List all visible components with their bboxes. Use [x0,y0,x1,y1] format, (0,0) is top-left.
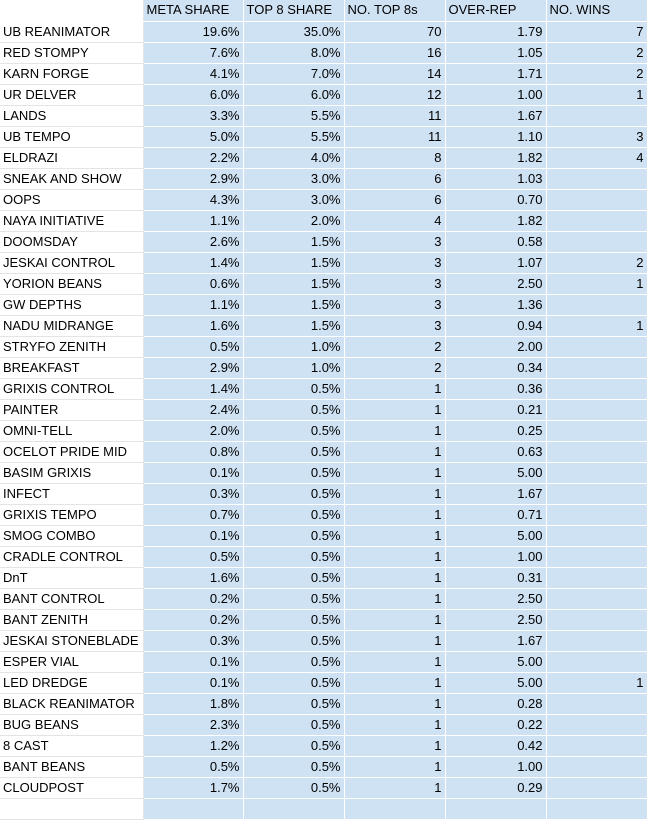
table-row [0,441,647,462]
no-top8s-cell[interactable]: 12 [344,84,445,105]
no-top8s-cell[interactable]: 3 [344,273,445,294]
no-wins-cell[interactable] [546,462,647,483]
meta-share-cell[interactable]: 6.0% [143,84,243,105]
no-wins-cell[interactable] [546,336,647,357]
table-row [0,651,647,672]
table-row [0,84,647,105]
no-top8s-cell[interactable]: 70 [344,21,445,42]
table-row [0,168,647,189]
over-rep-cell[interactable]: 0.94 [445,315,546,336]
no-wins-cell[interactable]: 2 [546,252,647,273]
no-wins-cell[interactable] [546,210,647,231]
no-top8s-cell[interactable]: 4 [344,210,445,231]
top8-share-cell[interactable]: 0.5% [243,672,344,693]
deck-name-cell[interactable]: SNEAK AND SHOW [0,168,143,189]
top8-share-cell[interactable]: 1.5% [243,273,344,294]
over-rep-cell[interactable]: 0.29 [445,777,546,798]
meta-share-cell[interactable]: 19.6% [143,21,243,42]
meta-share-cell[interactable]: 1.4% [143,252,243,273]
deck-name-cell[interactable]: BASIM GRIXIS [0,462,143,483]
meta-share-cell[interactable]: 1.1% [143,294,243,315]
no-wins-cell[interactable] [546,105,647,126]
meta-share-cell[interactable]: 2.2% [143,147,243,168]
meta-share-cell[interactable]: 4.1% [143,63,243,84]
deck-name-cell[interactable]: UB REANIMATOR [0,21,143,42]
top8-share-cell[interactable]: 0.5% [243,588,344,609]
table-row [0,147,647,168]
header-no-top8s[interactable]: NO. TOP 8s [344,0,445,21]
table-row [0,462,647,483]
no-top8s-cell[interactable]: 1 [344,399,445,420]
no-wins-cell[interactable]: 1 [546,315,647,336]
over-rep-cell[interactable]: 1.05 [445,42,546,63]
over-rep-cell[interactable]: 2.50 [445,588,546,609]
no-top8s-cell[interactable]: 1 [344,693,445,714]
meta-share-cell[interactable]: 3.3% [143,105,243,126]
top8-share-cell[interactable]: 3.0% [243,189,344,210]
deck-name-cell[interactable]: GRIXIS TEMPO [0,504,143,525]
meta-share-cell[interactable]: 0.1% [143,651,243,672]
table-row [0,63,647,84]
header-row [0,0,647,21]
table-row [0,273,647,294]
meta-share-cell[interactable]: 0.7% [143,504,243,525]
no-top8s-cell[interactable]: 1 [344,441,445,462]
meta-share-cell[interactable]: 0.3% [143,630,243,651]
no-wins-cell[interactable] [546,651,647,672]
meta-share-cell[interactable]: 0.2% [143,588,243,609]
deck-name-cell[interactable]: INFECT [0,483,143,504]
deck-name-cell[interactable]: CLOUDPOST [0,777,143,798]
deck-name-cell[interactable]: 8 CAST [0,735,143,756]
top8-share-cell[interactable]: 0.5% [243,525,344,546]
meta-share-cell[interactable]: 0.2% [143,609,243,630]
no-wins-cell[interactable]: 1 [546,84,647,105]
table-row [0,189,647,210]
top8-share-cell[interactable]: 0.5% [243,420,344,441]
no-top8s-cell[interactable]: 11 [344,126,445,147]
no-top8s-cell[interactable]: 1 [344,588,445,609]
over-rep-cell[interactable]: 1.36 [445,294,546,315]
no-top8s-cell[interactable]: 14 [344,63,445,84]
header-meta-share[interactable]: META SHARE [143,0,243,21]
no-top8s-cell[interactable]: 3 [344,315,445,336]
deck-name-cell[interactable] [0,798,143,819]
deck-name-cell[interactable]: KARN FORGE [0,63,143,84]
table-row [0,504,647,525]
header-over-rep[interactable]: OVER-REP [445,0,546,21]
no-wins-cell[interactable] [546,483,647,504]
no-top8s-cell[interactable]: 1 [344,630,445,651]
no-top8s-cell[interactable]: 1 [344,378,445,399]
over-rep-cell[interactable]: 1.00 [445,546,546,567]
table-row [0,798,647,819]
table-row [0,777,647,798]
no-wins-cell[interactable] [546,168,647,189]
table-row [0,567,647,588]
deck-name-cell[interactable]: OCELOT PRIDE MID [0,441,143,462]
over-rep-cell[interactable]: 0.71 [445,504,546,525]
no-top8s-cell[interactable]: 1 [344,714,445,735]
deck-name-cell[interactable]: OMNI-TELL [0,420,143,441]
no-top8s-cell[interactable]: 1 [344,735,445,756]
meta-share-cell[interactable]: 0.5% [143,756,243,777]
deck-name-cell[interactable]: LED DREDGE [0,672,143,693]
deck-name-cell[interactable]: STRYFO ZENITH [0,336,143,357]
over-rep-cell[interactable]: 0.36 [445,378,546,399]
no-top8s-cell[interactable]: 1 [344,525,445,546]
no-top8s-cell[interactable]: 1 [344,756,445,777]
top8-share-cell[interactable]: 0.5% [243,630,344,651]
meta-share-cell[interactable]: 2.9% [143,357,243,378]
no-top8s-cell[interactable]: 6 [344,168,445,189]
deck-name-cell[interactable]: BANT BEANS [0,756,143,777]
meta-share-cell[interactable]: 5.0% [143,126,243,147]
meta-share-cell[interactable]: 2.3% [143,714,243,735]
no-wins-cell[interactable] [546,378,647,399]
no-top8s-cell[interactable]: 3 [344,294,445,315]
over-rep-cell[interactable]: 1.03 [445,168,546,189]
table-row [0,420,647,441]
table-row [0,378,647,399]
no-top8s-cell[interactable]: 1 [344,546,445,567]
over-rep-cell[interactable]: 1.67 [445,483,546,504]
over-rep-cell[interactable]: 2.50 [445,609,546,630]
meta-share-cell[interactable]: 1.1% [143,210,243,231]
deck-name-cell[interactable]: BLACK REANIMATOR [0,693,143,714]
table-row [0,42,647,63]
meta-share-cell[interactable]: 0.5% [143,336,243,357]
top8-share-cell[interactable]: 1.5% [243,252,344,273]
meta-share-cell[interactable]: 0.1% [143,672,243,693]
table-row [0,336,647,357]
no-wins-cell[interactable] [546,441,647,462]
deck-name-cell[interactable]: BANT CONTROL [0,588,143,609]
no-wins-cell[interactable] [546,420,647,441]
table-row [0,588,647,609]
over-rep-cell[interactable]: 0.42 [445,735,546,756]
table-row [0,609,647,630]
meta-share-cell[interactable]: 0.1% [143,462,243,483]
top8-share-cell[interactable]: 0.5% [243,567,344,588]
no-top8s-cell[interactable]: 6 [344,189,445,210]
no-top8s-cell[interactable]: 1 [344,462,445,483]
over-rep-cell[interactable]: 5.00 [445,651,546,672]
meta-share-cell[interactable]: 0.8% [143,441,243,462]
header-deck[interactable] [0,0,143,21]
deck-name-cell[interactable]: BANT ZENITH [0,609,143,630]
no-top8s-cell[interactable]: 1 [344,504,445,525]
no-wins-cell[interactable] [546,756,647,777]
table-row [0,252,647,273]
meta-share-cell[interactable]: 1.2% [143,735,243,756]
no-top8s-cell[interactable]: 1 [344,567,445,588]
top8-share-cell[interactable]: 4.0% [243,147,344,168]
top8-share-cell[interactable]: 0.5% [243,609,344,630]
no-top8s-cell[interactable] [344,798,445,819]
top8-share-cell[interactable]: 6.0% [243,84,344,105]
meta-share-cell[interactable]: 1.6% [143,315,243,336]
over-rep-cell[interactable]: 2.50 [445,273,546,294]
table-row [0,315,647,336]
no-wins-cell[interactable] [546,189,647,210]
table-row [0,357,647,378]
over-rep-cell[interactable]: 0.34 [445,357,546,378]
over-rep-cell[interactable]: 0.28 [445,693,546,714]
top8-share-cell[interactable]: 1.5% [243,315,344,336]
top8-share-cell[interactable]: 1.5% [243,231,344,252]
top8-share-cell[interactable] [243,798,344,819]
no-top8s-cell[interactable]: 3 [344,252,445,273]
deck-name-cell[interactable]: UR DELVER [0,84,143,105]
no-top8s-cell[interactable]: 1 [344,609,445,630]
header-top8-share[interactable]: TOP 8 SHARE [243,0,344,21]
no-wins-cell[interactable] [546,504,647,525]
meta-share-cell[interactable]: 0.3% [143,483,243,504]
table-row [0,630,647,651]
over-rep-cell[interactable]: 1.82 [445,147,546,168]
over-rep-cell[interactable]: 1.67 [445,630,546,651]
no-wins-cell[interactable] [546,693,647,714]
no-wins-cell[interactable] [546,735,647,756]
table-row [0,21,647,42]
top8-share-cell[interactable]: 0.5% [243,777,344,798]
over-rep-cell[interactable]: 1.71 [445,63,546,84]
no-wins-cell[interactable] [546,714,647,735]
over-rep-cell[interactable]: 0.58 [445,231,546,252]
no-wins-cell[interactable] [546,798,647,819]
top8-share-cell[interactable]: 0.5% [243,399,344,420]
no-wins-cell[interactable] [546,609,647,630]
deck-name-cell[interactable]: DnT [0,567,143,588]
table-body [0,21,647,819]
no-wins-cell[interactable] [546,231,647,252]
meta-share-cell[interactable]: 0.5% [143,546,243,567]
table-row [0,525,647,546]
table-row [0,693,647,714]
no-top8s-cell[interactable]: 1 [344,483,445,504]
meta-share-cell[interactable]: 2.4% [143,399,243,420]
table-row [0,399,647,420]
top8-share-cell[interactable]: 0.5% [243,504,344,525]
top8-share-cell[interactable]: 8.0% [243,42,344,63]
top8-share-cell[interactable]: 0.5% [243,714,344,735]
deck-name-cell[interactable]: ESPER VIAL [0,651,143,672]
over-rep-cell[interactable]: 1.82 [445,210,546,231]
no-wins-cell[interactable]: 3 [546,126,647,147]
top8-share-cell[interactable]: 7.0% [243,63,344,84]
deck-name-cell[interactable]: LANDS [0,105,143,126]
over-rep-cell[interactable]: 1.00 [445,84,546,105]
no-wins-cell[interactable] [546,588,647,609]
deck-name-cell[interactable]: CRADLE CONTROL [0,546,143,567]
meta-share-cell[interactable]: 2.6% [143,231,243,252]
deck-name-cell[interactable]: JESKAI STONEBLADE [0,630,143,651]
deck-name-cell[interactable]: GW DEPTHS [0,294,143,315]
deck-name-cell[interactable]: ELDRAZI [0,147,143,168]
no-top8s-cell[interactable]: 1 [344,672,445,693]
over-rep-cell[interactable]: 0.63 [445,441,546,462]
no-wins-cell[interactable] [546,399,647,420]
over-rep-cell[interactable] [445,798,546,819]
deck-name-cell[interactable]: RED STOMPY [0,42,143,63]
top8-share-cell[interactable]: 2.0% [243,210,344,231]
top8-share-cell[interactable]: 3.0% [243,168,344,189]
no-wins-cell[interactable] [546,525,647,546]
over-rep-cell[interactable]: 2.00 [445,336,546,357]
table-row [0,672,647,693]
no-top8s-cell[interactable]: 3 [344,231,445,252]
deck-name-cell[interactable]: PAINTER [0,399,143,420]
deck-name-cell[interactable]: BUG BEANS [0,714,143,735]
over-rep-cell[interactable]: 5.00 [445,462,546,483]
table-row [0,126,647,147]
no-wins-cell[interactable]: 2 [546,63,647,84]
over-rep-cell[interactable]: 0.22 [445,714,546,735]
over-rep-cell[interactable]: 0.31 [445,567,546,588]
meta-share-cell[interactable] [143,798,243,819]
table-row [0,210,647,231]
no-top8s-cell[interactable]: 11 [344,105,445,126]
over-rep-cell[interactable]: 1.67 [445,105,546,126]
table-row [0,231,647,252]
top8-share-cell[interactable]: 0.5% [243,756,344,777]
no-top8s-cell[interactable]: 1 [344,420,445,441]
deck-name-cell[interactable]: UB TEMPO [0,126,143,147]
no-top8s-cell[interactable]: 1 [344,777,445,798]
top8-share-cell[interactable]: 0.5% [243,378,344,399]
top8-share-cell[interactable]: 0.5% [243,462,344,483]
table-row [0,105,647,126]
no-top8s-cell[interactable]: 8 [344,147,445,168]
over-rep-cell[interactable]: 0.21 [445,399,546,420]
meta-share-cell[interactable]: 0.6% [143,273,243,294]
no-wins-cell[interactable] [546,357,647,378]
no-top8s-cell[interactable]: 1 [344,651,445,672]
meta-share-cell[interactable]: 4.3% [143,189,243,210]
deck-name-cell[interactable]: NADU MIDRANGE [0,315,143,336]
deck-name-cell[interactable]: GRIXIS CONTROL [0,378,143,399]
top8-share-cell[interactable]: 0.5% [243,693,344,714]
top8-share-cell[interactable]: 0.5% [243,651,344,672]
over-rep-cell[interactable]: 0.70 [445,189,546,210]
header-no-wins[interactable]: NO. WINS [546,0,647,21]
over-rep-cell[interactable]: 1.10 [445,126,546,147]
deck-name-cell[interactable]: SMOG COMBO [0,525,143,546]
table-row [0,735,647,756]
no-wins-cell[interactable] [546,294,647,315]
no-wins-cell[interactable] [546,630,647,651]
top8-share-cell[interactable]: 0.5% [243,441,344,462]
deck-name-cell[interactable]: OOPS [0,189,143,210]
deck-name-cell[interactable]: BREAKFAST [0,357,143,378]
deck-name-cell[interactable]: JESKAI CONTROL [0,252,143,273]
deck-name-cell[interactable]: NAYA INITIATIVE [0,210,143,231]
no-wins-cell[interactable]: 1 [546,672,647,693]
no-wins-cell[interactable] [546,546,647,567]
no-wins-cell[interactable]: 4 [546,147,647,168]
meta-share-cell[interactable]: 7.6% [143,42,243,63]
meta-share-cell[interactable]: 1.7% [143,777,243,798]
no-top8s-cell[interactable]: 2 [344,336,445,357]
meta-share-cell[interactable]: 0.1% [143,525,243,546]
top8-share-cell[interactable]: 1.0% [243,336,344,357]
deck-name-cell[interactable]: DOOMSDAY [0,231,143,252]
over-rep-cell[interactable]: 0.25 [445,420,546,441]
table-row [0,546,647,567]
meta-share-cell[interactable]: 2.0% [143,420,243,441]
over-rep-cell[interactable]: 5.00 [445,525,546,546]
over-rep-cell[interactable]: 1.79 [445,21,546,42]
no-top8s-cell[interactable]: 16 [344,42,445,63]
top8-share-cell[interactable]: 1.5% [243,294,344,315]
top8-share-cell[interactable]: 35.0% [243,21,344,42]
top8-share-cell[interactable]: 1.0% [243,357,344,378]
no-wins-cell[interactable] [546,777,647,798]
table-row [0,756,647,777]
meta-share-cell[interactable]: 2.9% [143,168,243,189]
over-rep-cell[interactable]: 1.07 [445,252,546,273]
table-row [0,714,647,735]
top8-share-cell[interactable]: 5.5% [243,126,344,147]
meta-share-cell[interactable]: 1.6% [143,567,243,588]
no-wins-cell[interactable]: 7 [546,21,647,42]
top8-share-cell[interactable]: 0.5% [243,483,344,504]
meta-share-cell[interactable]: 1.4% [143,378,243,399]
over-rep-cell[interactable]: 1.00 [445,756,546,777]
table-row [0,483,647,504]
top8-share-cell[interactable]: 0.5% [243,735,344,756]
top8-share-cell[interactable]: 0.5% [243,546,344,567]
deck-name-cell[interactable]: YORION BEANS [0,273,143,294]
meta-share-cell[interactable]: 1.8% [143,693,243,714]
over-rep-cell[interactable]: 5.00 [445,672,546,693]
top8-share-cell[interactable]: 5.5% [243,105,344,126]
no-top8s-cell[interactable]: 2 [344,357,445,378]
no-wins-cell[interactable]: 1 [546,273,647,294]
no-wins-cell[interactable] [546,567,647,588]
no-wins-cell[interactable]: 2 [546,42,647,63]
table-row [0,294,647,315]
